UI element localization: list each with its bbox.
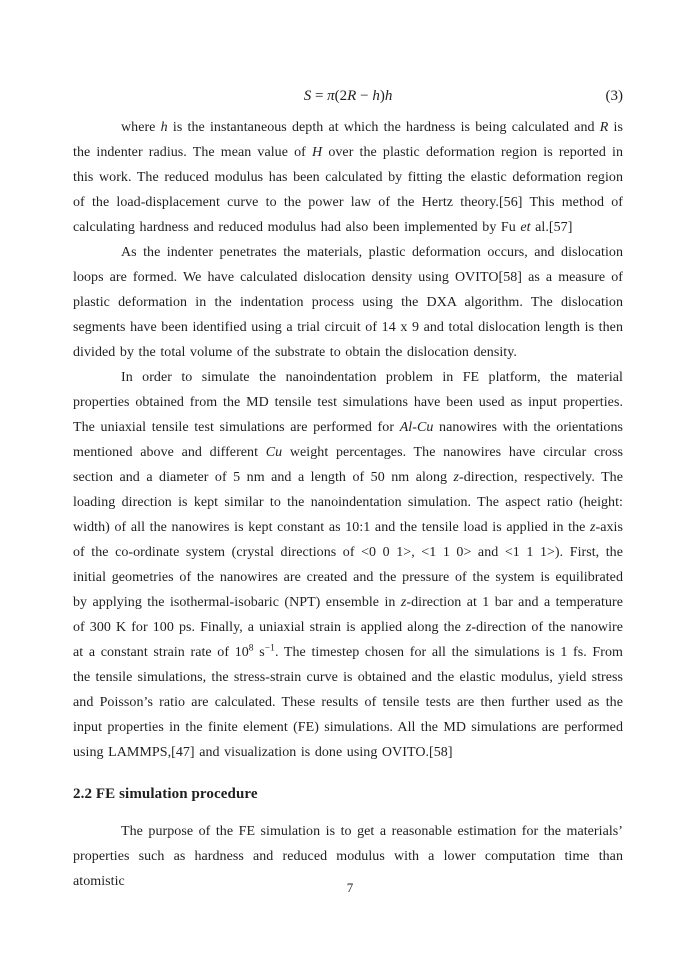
section-heading: 2.2 FE simulation procedure <box>73 786 258 802</box>
paragraph-dislocation-density: As the indenter penetrates the materials, plastic deformation occurs, and dislocation loops are formed. We have calculated dislocation density using OVITO[58] as a measure of plastic deformation in the indentation process using the DXA algorithm. The dislocation segments have been identified using a trial circuit of 14 x 9 and total dislocation length is then divided by the total volume of the substrate to obtain the dislocation density. <box>73 245 623 360</box>
paragraph-fe-purpose: The purpose of the FE simulation is to get a reasonable estimation for the materials’ properties such as hardness and reduced modulus with a lower computation time than atomistic <box>73 824 623 889</box>
page-number: 7 <box>346 880 354 895</box>
equation-number: (3) <box>605 88 623 104</box>
paragraph-hardness-definition: where h is the instantaneous depth at which the hardness is being calculated and R is the indenter radius. The mean value of H over the plastic deformation region is reported in this work. The reduced modulus has been calculated by fitting the elastic deformation region of the load-displacement curve to the power law of the Hertz theory.[56] This method of calculating hardness and reduced modulus had also been implemented by Fu et al.[57] <box>73 120 623 235</box>
equation-body: S = π(2R − h)h <box>303 88 393 104</box>
equation-3 <box>73 84 623 109</box>
paragraph-md-tensile-simulation: In order to simulate the nanoindentation problem in FE platform, the material properties obtained from the MD tensile test simulations have been used as input properties. The uniaxial tensile test simulations are performed for Al-Cu nanowires with the orientations mentioned above and different Cu weight percentages. The nanowires have circular cross section and a diameter of 5 nm and a length of 50 nm along z-direction, respectively. The loading direction is kept similar to the nanoindentation simulation. The aspect ratio (height: width) of all the nanowires is kept constant as 10:1 and the tensile load is applied in the z-axis of the co-ordinate system (crystal directions of <0 0 1>, <1 1 0> and <1 1 1>). First, the initial geometries of the nanowires are created and the pressure of the system is equilibrated by applying the isothermal-isobaric (NPT) ensemble in z-direction at 1 bar and a temperature of 300 K for 100 ps. Finally, a uniaxial strain is applied along the z-direction of the nanowire at a constant strain rate of $10^8$ $s^{-1}$. The timestep chosen for all the simulations is 1 fs. From the tensile simulations, the stress-strain curve is obtained and the elastic modulus, yield stress and Poisson’s ratio are calculated. These results of tensile tests are then further used as the input properties in the finite element (FE) simulations. All the MD simulations are performed using LAMMPS,[47] and visualization is done using OVITO.[58] <box>73 370 624 760</box>
page-content <box>73 84 623 894</box>
